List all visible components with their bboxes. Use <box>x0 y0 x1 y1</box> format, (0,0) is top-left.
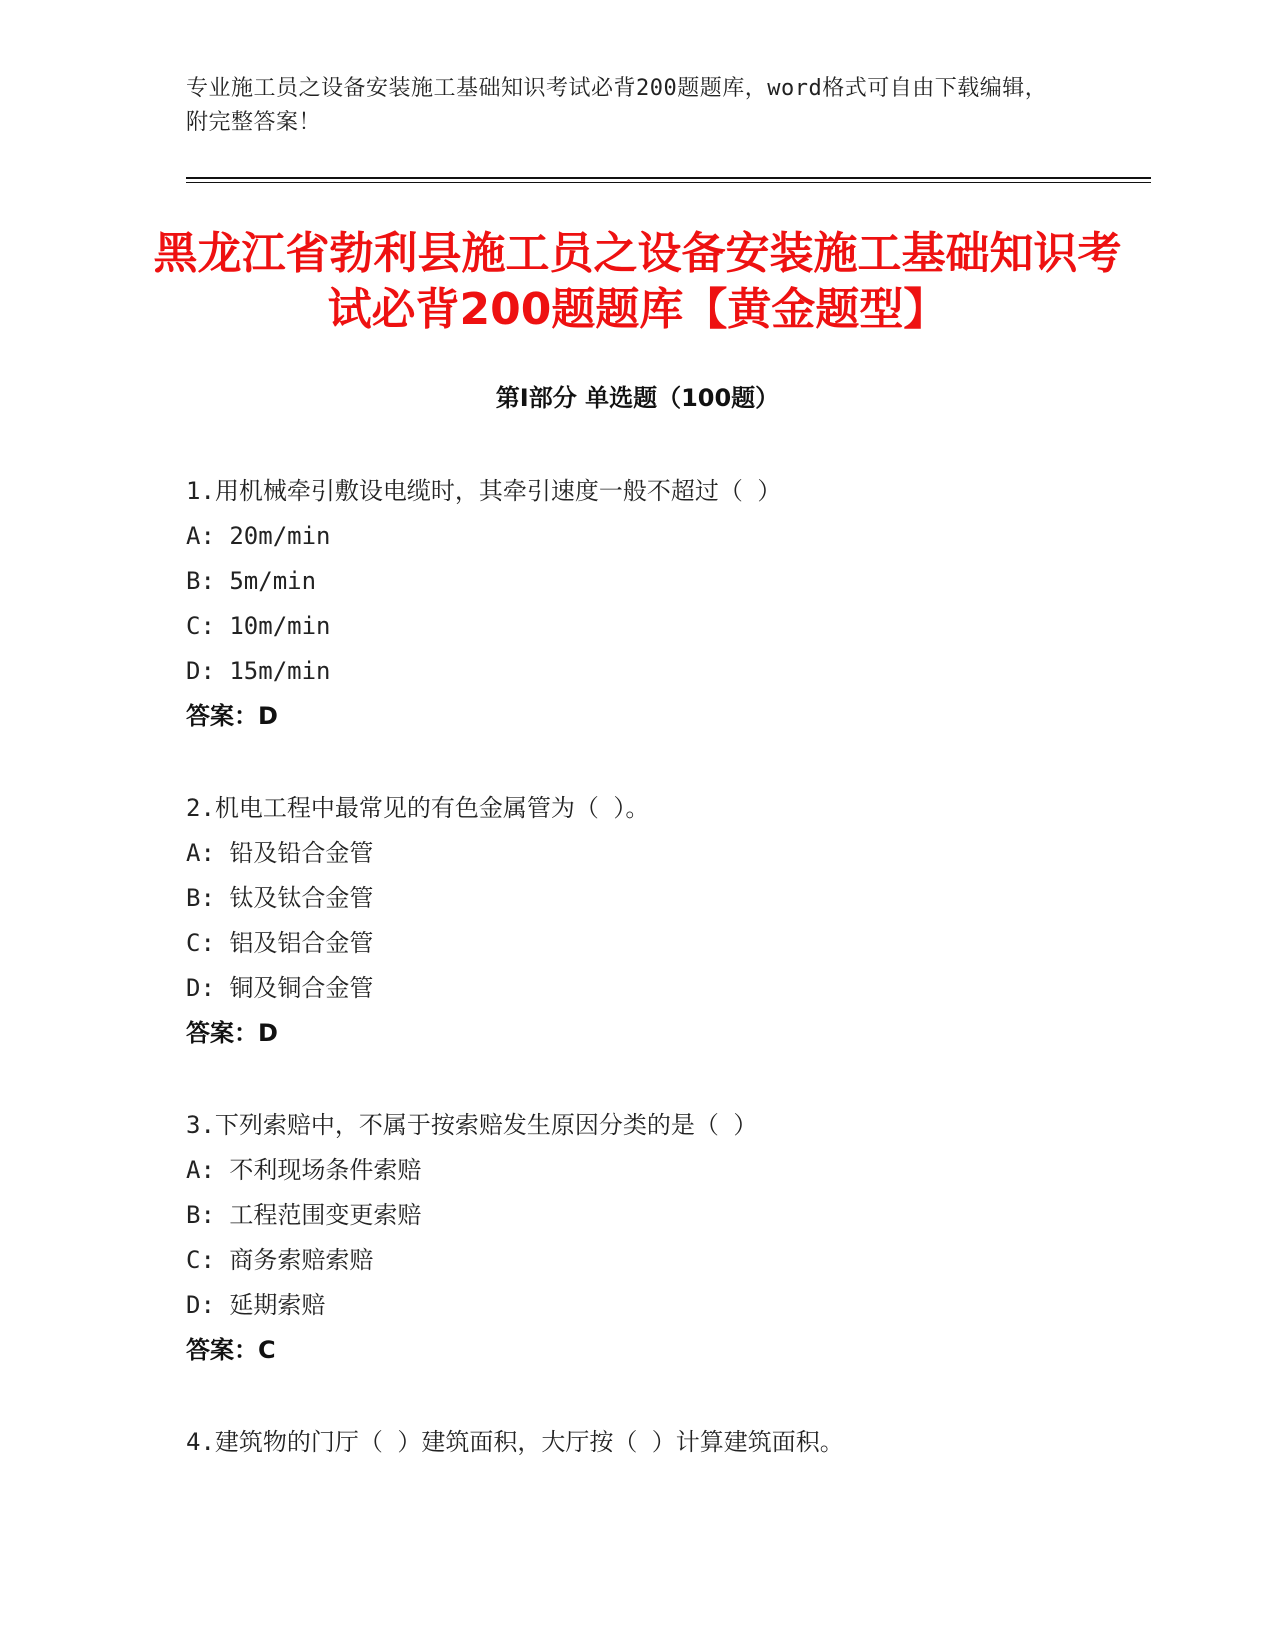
option-a: A: 不利现场条件索赔 <box>186 1156 422 1184</box>
question-stem: 4.建筑物的门厅（ ）建筑面积，大厅按（ ）计算建筑面积。 <box>186 1428 844 1456</box>
question-stem: 1.用机械牵引敷设电缆时，其牵引速度一般不超过（ ） <box>186 477 782 505</box>
header-note: 专业施工员之设备安装施工基础知识考试必背200题题库，word格式可自由下载编辑，附完整答案！ <box>186 76 1048 135</box>
option-b: B: 钛及钛合金管 <box>186 884 374 912</box>
option-a: A: 铅及铅合金管 <box>186 839 374 867</box>
question-3 <box>186 1103 1146 1373</box>
header-divider-thick <box>186 177 1151 179</box>
option-b: B: 5m/min <box>186 567 317 595</box>
answer-line: 答案：D <box>186 702 278 730</box>
option-d: D: 延期索赔 <box>186 1291 326 1319</box>
document-title: 黑龙江省勃利县施工员之设备安装施工基础知识考试必背200题题库【黄金题型】 <box>153 228 1122 335</box>
question-stem: 3.下列索赔中，不属于按索赔发生原因分类的是（ ） <box>186 1111 758 1139</box>
option-c: C: 商务索赔索赔 <box>186 1246 374 1274</box>
section-heading: 第Ⅰ部分 单选题（100题） <box>495 384 780 412</box>
option-c: C: 铝及铝合金管 <box>186 929 374 957</box>
answer-line: 答案：D <box>186 1019 278 1047</box>
header-divider-thin <box>186 182 1151 183</box>
question-2 <box>186 786 1146 1056</box>
option-b: B: 工程范围变更索赔 <box>186 1201 422 1229</box>
question-1 <box>186 469 1146 739</box>
question-4 <box>186 1420 1146 1465</box>
option-d: D: 15m/min <box>186 657 331 685</box>
question-stem: 2.机电工程中最常见的有色金属管为（ ）。 <box>186 794 650 822</box>
option-a: A: 20m/min <box>186 522 331 550</box>
option-d: D: 铜及铜合金管 <box>186 974 374 1002</box>
option-c: C: 10m/min <box>186 612 331 640</box>
answer-line: 答案：C <box>186 1336 276 1364</box>
